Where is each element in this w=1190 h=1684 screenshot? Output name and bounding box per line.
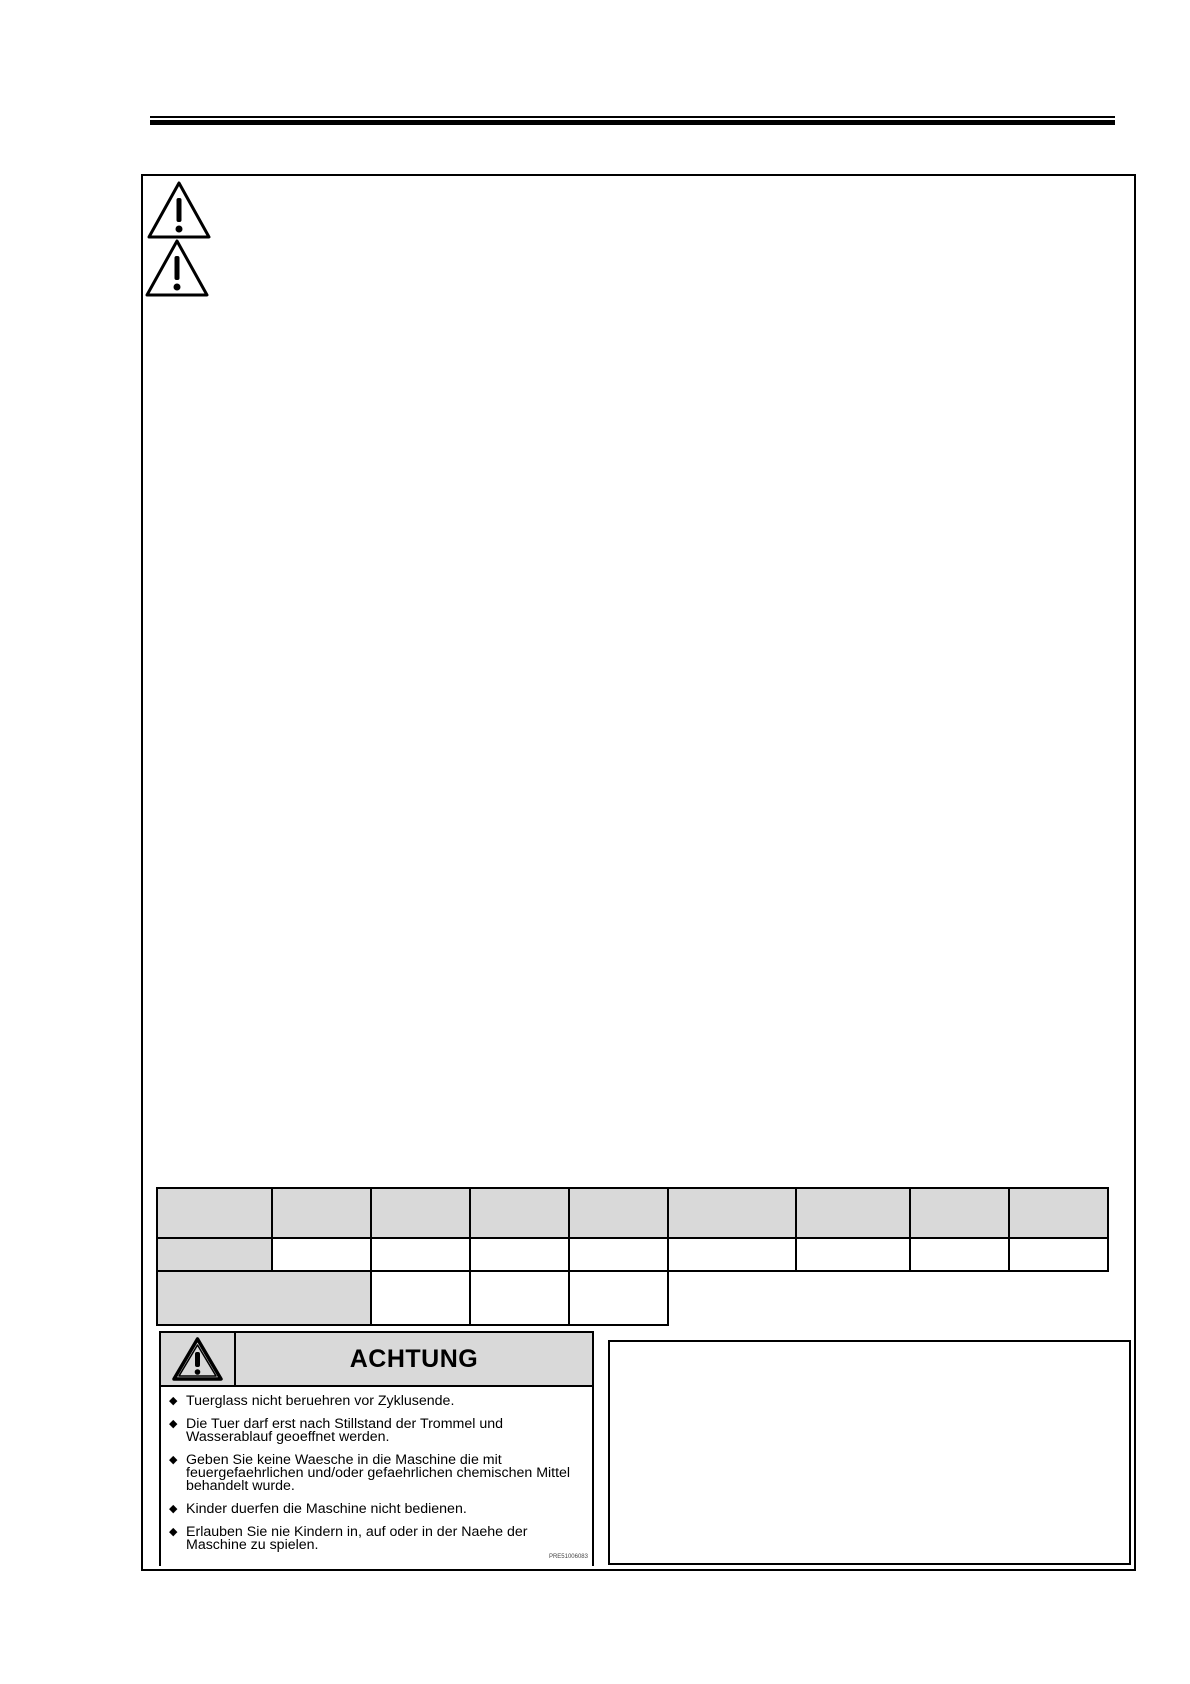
table-cell <box>470 1238 569 1271</box>
label-header <box>161 1333 592 1387</box>
diamond-bullet-icon: ◆ <box>169 1454 178 1466</box>
list-item <box>169 1418 589 1444</box>
table-cell <box>569 1188 668 1238</box>
table-header-row <box>157 1188 1108 1238</box>
diamond-bullet-icon: ◆ <box>169 1526 178 1538</box>
warning-triangle-icon <box>147 180 211 240</box>
label-part-code: PRE51006083 <box>548 1554 588 1560</box>
table-cell <box>157 1238 272 1271</box>
header-rule-thin <box>150 116 1115 118</box>
diamond-bullet-icon: ◆ <box>169 1395 178 1407</box>
table-cell <box>1009 1188 1108 1238</box>
table-cell <box>470 1271 569 1325</box>
spec-table <box>156 1187 1109 1326</box>
table-cell <box>157 1271 371 1325</box>
table-cell <box>569 1271 668 1325</box>
label-icon-cell <box>161 1333 236 1385</box>
table-cell <box>371 1238 470 1271</box>
table-row <box>157 1271 1108 1325</box>
header-rule-thick <box>150 120 1115 125</box>
table-cell <box>1009 1238 1108 1271</box>
list-item <box>169 1395 589 1408</box>
table-cell <box>796 1188 910 1238</box>
table-cell <box>470 1188 569 1238</box>
list-item-text: Geben Sie keine Waesche in die Maschine die mit feuergefaehrlichen und/oder gefaehrlichen chemischen Mittel behandelt wurde. <box>186 1452 571 1494</box>
table-cell <box>272 1188 371 1238</box>
list-item <box>169 1454 589 1493</box>
list-item <box>169 1503 589 1516</box>
table-cell-empty <box>668 1271 1108 1325</box>
list-item-text: Tuerglass nicht beruehren vor Zyklusende. <box>186 1393 455 1409</box>
table-cell <box>157 1188 272 1238</box>
table-cell <box>796 1238 910 1271</box>
table-cell <box>371 1188 470 1238</box>
diamond-bullet-icon: ◆ <box>169 1503 178 1515</box>
empty-info-box <box>608 1340 1131 1565</box>
list-item-text: Erlauben Sie nie Kindern in, auf oder in der Naehe der Maschine zu spielen. <box>186 1524 528 1553</box>
table-cell <box>569 1238 668 1271</box>
table-cell <box>668 1188 796 1238</box>
label-title: ACHTUNG <box>349 1345 479 1373</box>
list-item-text: Die Tuer darf erst nach Stillstand der Trommel und Wasserablauf geoeffnet werden. <box>186 1416 503 1445</box>
achtung-warning-label <box>159 1331 594 1566</box>
table-row <box>157 1238 1108 1271</box>
list-item <box>169 1526 589 1552</box>
warning-triangle-icon <box>145 238 209 298</box>
table-cell <box>910 1238 1009 1271</box>
warning-triangle-icon <box>161 1333 234 1383</box>
table-cell <box>668 1238 796 1271</box>
table-cell <box>910 1188 1009 1238</box>
label-list <box>169 1395 589 1562</box>
table-cell <box>371 1271 470 1325</box>
list-item-text: Kinder duerfen die Maschine nicht bedienen. <box>186 1501 467 1517</box>
table-cell <box>272 1238 371 1271</box>
diamond-bullet-icon: ◆ <box>169 1418 178 1430</box>
